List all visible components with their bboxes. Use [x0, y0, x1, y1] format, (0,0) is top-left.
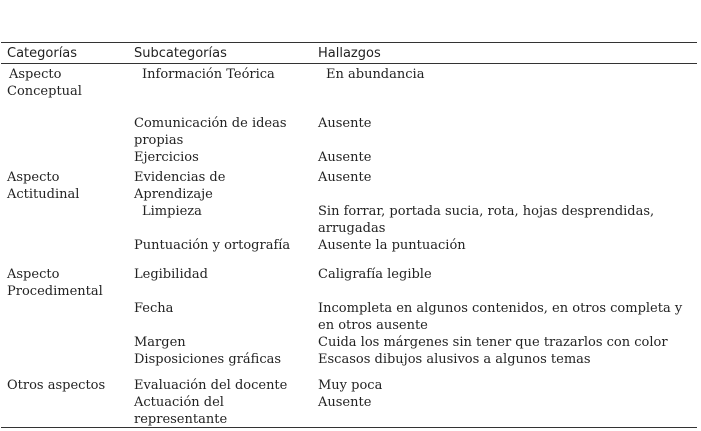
row-11-hallazgo: Ausente	[318, 395, 372, 410]
row-3-hallazgo: Ausente	[318, 170, 372, 185]
row-6-categoria-line-1: Procedimental	[7, 284, 103, 299]
row-6-categoria-line-0: Aspecto	[7, 267, 60, 282]
row-3-categoria-line-1: Actitudinal	[7, 187, 80, 202]
row-1-subcategoria-line-0: Comunicación de ideas	[134, 116, 287, 131]
row-1-hallazgo: Ausente	[318, 116, 372, 131]
findings-table	[1, 42, 697, 428]
row-7-subcategoria: Fecha	[134, 301, 174, 316]
row-3-categoria-line-0: Aspecto	[7, 170, 60, 185]
row-11-subcategoria-line-1: representante	[134, 412, 228, 427]
row-1-subcategoria-line-1: propias	[134, 133, 184, 148]
row-2-subcategoria: Ejercicios	[134, 150, 199, 165]
table-top-rule	[1, 42, 697, 43]
row-4-hallazgo-line-1: arrugadas	[318, 221, 386, 236]
row-0-hallazgo: En abundancia	[326, 67, 425, 82]
row-5-hallazgo: Ausente la puntuación	[318, 238, 466, 253]
row-10-subcategoria: Evaluación del docente	[134, 378, 288, 393]
row-6-hallazgo: Caligrafía legible	[318, 267, 432, 282]
row-9-subcategoria: Disposiciones gráficas	[134, 352, 282, 367]
row-6-subcategoria: Legibilidad	[134, 267, 208, 282]
row-8-hallazgo: Cuida los márgenes sin tener que trazarlos con color	[318, 335, 668, 350]
row-2-hallazgo: Ausente	[318, 150, 372, 165]
table-bottom-rule	[1, 427, 697, 428]
row-4-subcategoria: Limpieza	[142, 204, 202, 219]
row-0-categoria-line-1: Conceptual	[7, 84, 82, 99]
row-0-subcategoria: Información Teórica	[142, 67, 275, 82]
header-categorias: Categorías	[7, 46, 78, 61]
row-5-subcategoria: Puntuación y ortografía	[134, 238, 291, 253]
header-subcategorias: Subcategorías	[134, 46, 227, 61]
row-0-categoria-line-0: Aspecto	[9, 67, 62, 82]
row-8-subcategoria: Margen	[134, 335, 186, 350]
row-11-subcategoria-line-0: Actuación del	[134, 395, 224, 410]
row-4-hallazgo-line-0: Sin forrar, portada sucia, rota, hojas desprendidas,	[318, 204, 655, 219]
table-header-rule	[1, 63, 697, 64]
row-10-hallazgo: Muy poca	[318, 378, 383, 393]
row-7-hallazgo-line-1: en otros ausente	[318, 318, 428, 333]
row-3-subcategoria-line-0: Evidencias de	[134, 170, 226, 185]
header-hallazgos: Hallazgos	[318, 46, 381, 61]
row-7-hallazgo-line-0: Incompleta en algunos contenidos, en otros completa y	[318, 301, 683, 316]
row-10-categoria: Otros aspectos	[7, 378, 106, 393]
row-3-subcategoria-line-1: Aprendizaje	[134, 187, 213, 202]
row-9-hallazgo: Escasos dibujos alusivos a algunos temas	[318, 352, 591, 367]
